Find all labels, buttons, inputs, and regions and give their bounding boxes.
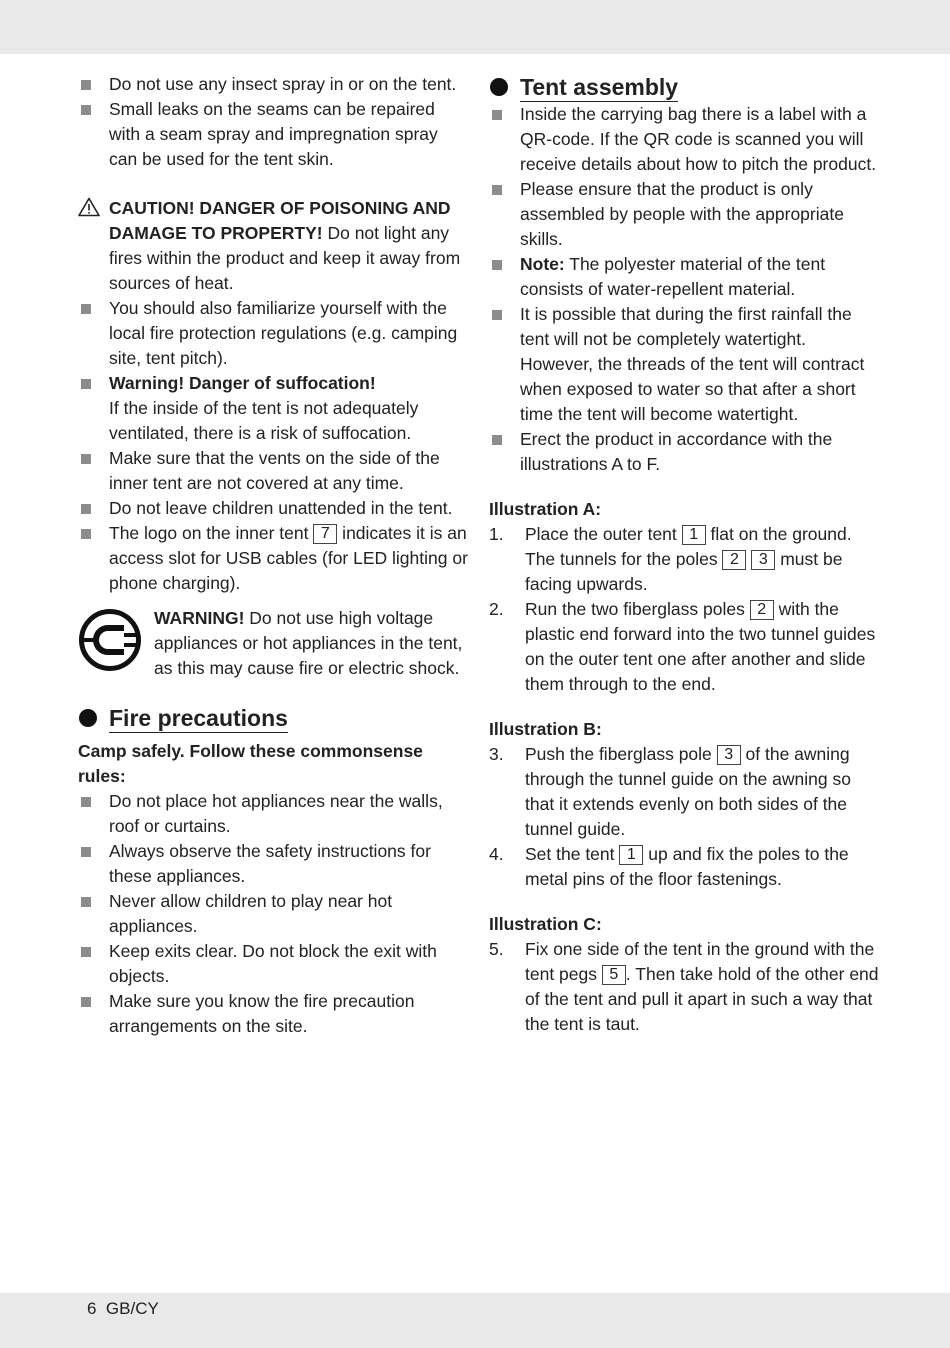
list-item: Inside the carrying bag there is a label with a QR-code. If the QR code is scanned you will receive details about how to pitch the product. [489, 102, 879, 177]
suffocation-heading: Warning! Danger of suffocation! [109, 373, 376, 393]
step-text: Push the fiberglass pole [525, 744, 717, 764]
part-reference-box: 3 [717, 745, 741, 765]
step-text: Fix one side of the tent in the ground with the tent pegs [525, 939, 875, 984]
step-number: 2. [489, 599, 504, 619]
caution-heading: CAUTION! DANGER OF POISONING AND DAMAGE TO PROPERTY! [109, 198, 451, 243]
section-heading-tent-assembly [489, 72, 879, 102]
right-column [489, 72, 879, 1037]
step-text: must be facing upwards. [525, 549, 843, 594]
section-title: Fire precautions [109, 705, 288, 731]
illustration-c-heading: Illustration C: [489, 914, 602, 934]
part-reference-box: 2 [722, 550, 746, 570]
logo-text-start: The logo on the inner tent [109, 523, 314, 543]
step-item [489, 937, 879, 1037]
part-reference-box: 2 [750, 600, 774, 620]
list-item: Make sure that the vents on the side of the inner tent are not covered at any time. [78, 446, 468, 496]
step-text: with the plastic end forward into the two tunnel guides on the outer tent one after another and slide them through to the end. [525, 599, 876, 694]
plug-icon [78, 608, 142, 672]
note-label: Note: [520, 254, 565, 274]
list-item: Do not leave children unattended in the tent. [78, 496, 468, 521]
step-item [489, 522, 879, 597]
caution-text: Do not light any fires within the product and keep it away from sources of heat. [109, 223, 461, 293]
step-item [489, 597, 879, 697]
part-reference-box: 3 [751, 550, 775, 570]
step-text: Place the outer tent [525, 524, 682, 544]
page-footer [87, 1296, 159, 1321]
warning-text: Do not use high voltage appliances or hot appliances in the tent, as this may cause fire or electric shock. [154, 608, 463, 678]
fire-bullet-list [78, 789, 468, 1039]
step-number: 1. [489, 524, 504, 544]
part-reference-box: 1 [682, 525, 706, 545]
step-number: 5. [489, 939, 504, 959]
part-reference-box: 5 [602, 965, 626, 985]
electric-warning-block [78, 606, 468, 681]
section-heading-fire [78, 703, 468, 733]
illustration-a-heading: Illustration A: [489, 499, 602, 519]
section-title: Tent assembly [520, 74, 679, 100]
warning-heading: WARNING! [154, 608, 245, 628]
list-item [78, 371, 468, 446]
step-text: flat on the ground. The tunnels for the poles [525, 524, 852, 569]
step-text: up and fix the poles to the metal pins of the floor fastenings. [525, 844, 849, 889]
list-item: You should also familiarize yourself with the local fire protection regulations (e.g. camping site, tent pitch). [78, 296, 468, 371]
caution-block [78, 196, 468, 296]
steps-c [489, 937, 879, 1037]
list-item [78, 521, 468, 596]
safety-bullet-list [78, 296, 468, 596]
note-text: The polyester material of the tent consists of water-repellent material. [520, 254, 826, 299]
bullet-dot-icon [79, 709, 97, 727]
part-reference-box: 7 [313, 524, 337, 544]
left-column [78, 72, 468, 1039]
page-number: 6 [87, 1299, 97, 1318]
list-item: Always observe the safety instructions for these appliances. [78, 839, 468, 889]
step-item [489, 842, 879, 892]
suffocation-text: If the inside of the tent is not adequately ventilated, there is a risk of suffocation. [109, 398, 419, 443]
list-item: Make sure you know the fire precaution arrangements on the site. [78, 989, 468, 1039]
locale-code: GB/CY [105, 1299, 159, 1318]
list-item: Erect the product in accordance with the illustrations A to F. [489, 427, 879, 477]
intro-bullet-list [78, 72, 468, 172]
list-item: It is possible that during the first rainfall the tent will not be completely watertight. However, the threads of the tent will contract when exposed to water so that after a short time the tent will become watertight. [489, 302, 879, 427]
top-band [0, 0, 950, 54]
logo-text-end: indicates it is an access slot for USB cables (for LED lighting or phone charging). [109, 523, 468, 593]
list-item: Never allow children to play near hot appliances. [78, 889, 468, 939]
step-text: of the awning through the tunnel guide on the awning so that it extends evenly on both sides of the tunnel guide. [525, 744, 851, 839]
step-text: . Then take hold of the other end of the tent and pull it apart in such a way that the tent is taut. [525, 964, 879, 1034]
step-text: Set the tent [525, 844, 620, 864]
fire-subheading: Camp safely. Follow these commonsense rules: [78, 741, 423, 786]
list-item: Keep exits clear. Do not block the exit with objects. [78, 939, 468, 989]
step-item [489, 742, 879, 842]
list-item: Do not place hot appliances near the walls, roof or curtains. [78, 789, 468, 839]
steps-a [489, 522, 879, 697]
list-item: Small leaks on the seams can be repaired with a seam spray and impregnation spray can be used for the tent skin. [78, 97, 468, 172]
bullet-dot-icon [490, 78, 508, 96]
list-item [489, 252, 879, 302]
list-item: Please ensure that the product is only assembled by people with the appropriate skills. [489, 177, 879, 252]
list-item: Do not use any insect spray in or on the tent. [78, 72, 468, 97]
assembly-bullet-list [489, 102, 879, 477]
illustration-b-heading: Illustration B: [489, 719, 602, 739]
step-number: 4. [489, 844, 504, 864]
warning-triangle-icon [78, 197, 100, 217]
steps-b [489, 742, 879, 892]
step-number: 3. [489, 744, 504, 764]
step-text: Run the two fiberglass poles [525, 599, 750, 619]
part-reference-box: 1 [619, 845, 643, 865]
